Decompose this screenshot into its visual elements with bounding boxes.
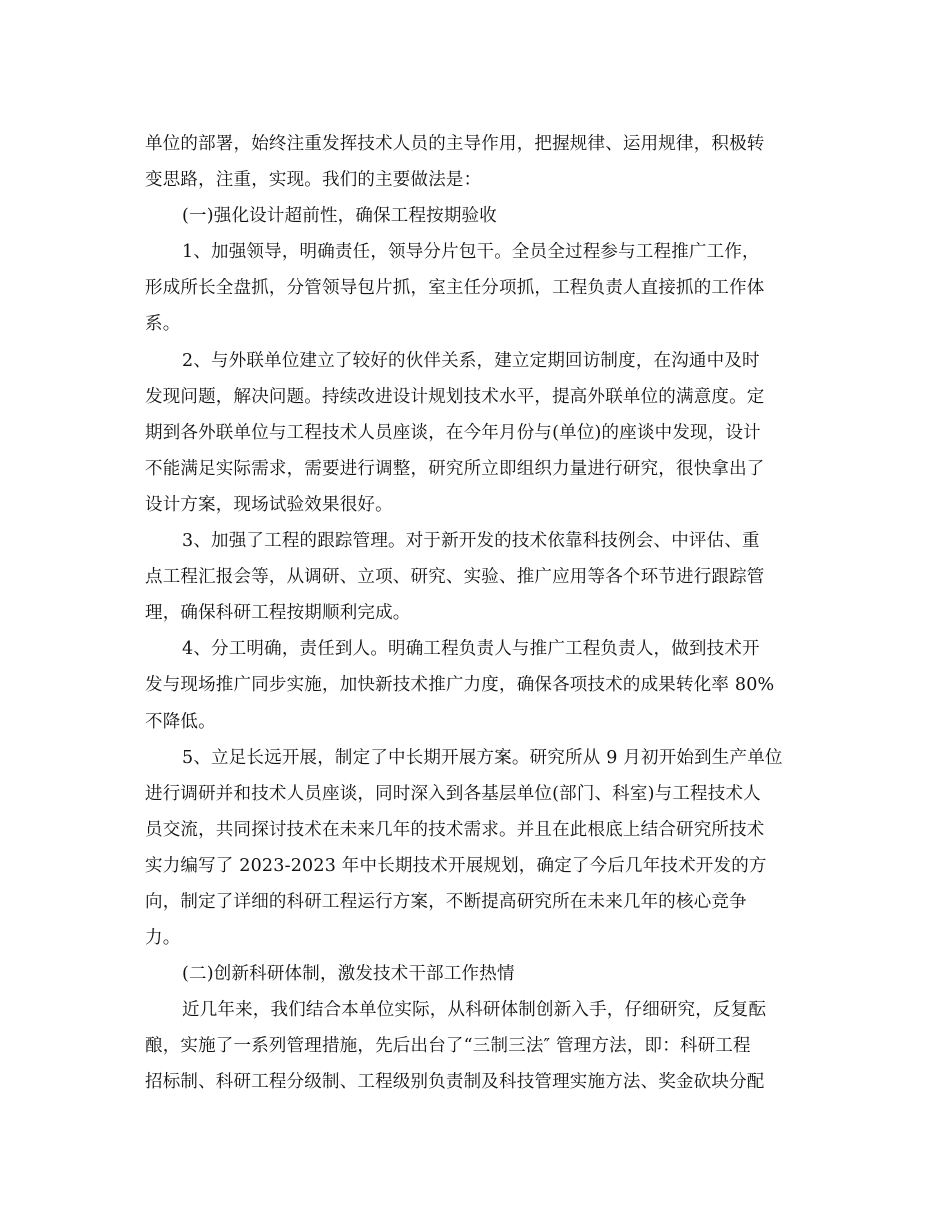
text-line: 发现问题，解决问题。持续改进设计规划技术水平，提高外联单位的满意度。定 [145,386,765,407]
text-line: 酿，实施了一系列管理措施，先后出台了“三制三法″ 管理方法，即：科研工程 [145,1036,751,1057]
text-line: 招标制、科研工程分级制、工程级别负责制及科技管理实施方法、奖金砍块分配 [145,1072,765,1093]
text-line: 形成所长全盘抓，分管领导包片抓，室主任分项抓，工程负责人直接抓的工作体 [145,278,765,299]
text-line: 实力编写了 2023-2023 年中长期技术开展规划，确定了今后几年技术开发的方 [145,855,767,876]
section-heading: (二)创新科研体制，激发技术干部工作热情 [182,964,515,985]
text-line: 设计方案，现场试验效果很好。 [145,494,393,515]
document-body [145,126,810,1101]
text-line: 不降低。 [145,711,216,732]
text-line: 员交流，共同探讨技术在未来几年的技术需求。并且在此根底上结合研究所技术 [145,819,765,840]
section-heading: (一)强化设计超前性，确保工程按期验收 [182,206,497,227]
text-line: 向，制定了详细的科研工程运行方案，不断提高研究所在未来几年的核心竞争 [145,891,747,912]
text-line: 点工程汇报会等，从调研、立项、研究、实验、推广应用等各个环节进行跟踪管 [145,567,765,588]
text-line: 变思路，注重，实现。我们的主要做法是： [145,170,482,191]
text-line: 近几年来，我们结合本单位实际，从科研体制创新入手，仔细研究，反复酝 [182,1000,767,1021]
text-line: 4、分工明确，责任到人。明确工程负责人与推广工程负责人，做到技术开 [182,639,760,660]
text-line: 系。 [145,314,181,335]
text-line: 5、立足长远开展，制定了中长期开展方案。研究所从 9 月初开始到生产单位 [182,747,783,768]
text-line: 发与现场推广同步实施，加快新技术推广力度，确保各项技术的成果转化率 80% [145,675,775,696]
text-line: 进行调研并和技术人员座谈，同时深入到各基层单位(部门、科室)与工程技术人 [145,783,761,804]
text-line: 期到各外联单位与工程技术人员座谈，在今年月份与(单位)的座谈中发现，设计 [145,422,761,443]
text-line: 单位的部署，始终注重发挥技术人员的主导作用，把握规律、运用规律，积极转 [145,134,765,154]
text-line: 2、与外联单位建立了较好的伙伴关系，建立定期回访制度，在沟通中及时 [182,350,760,371]
text-line: 理，确保科研工程按期顺利完成。 [145,603,411,624]
text-line: 1、加强领导，明确责任，领导分片包干。全员全过程参与工程推广工作， [182,242,760,263]
text-line: 不能满足实际需求，需要进行调整，研究所立即组织力量进行研究，很快拿出了 [145,458,765,479]
text-line: 3、加强了工程的跟踪管理。对于新开发的技术依靠科技例会、中评估、重 [182,531,760,552]
text-line: 力。 [145,928,181,949]
